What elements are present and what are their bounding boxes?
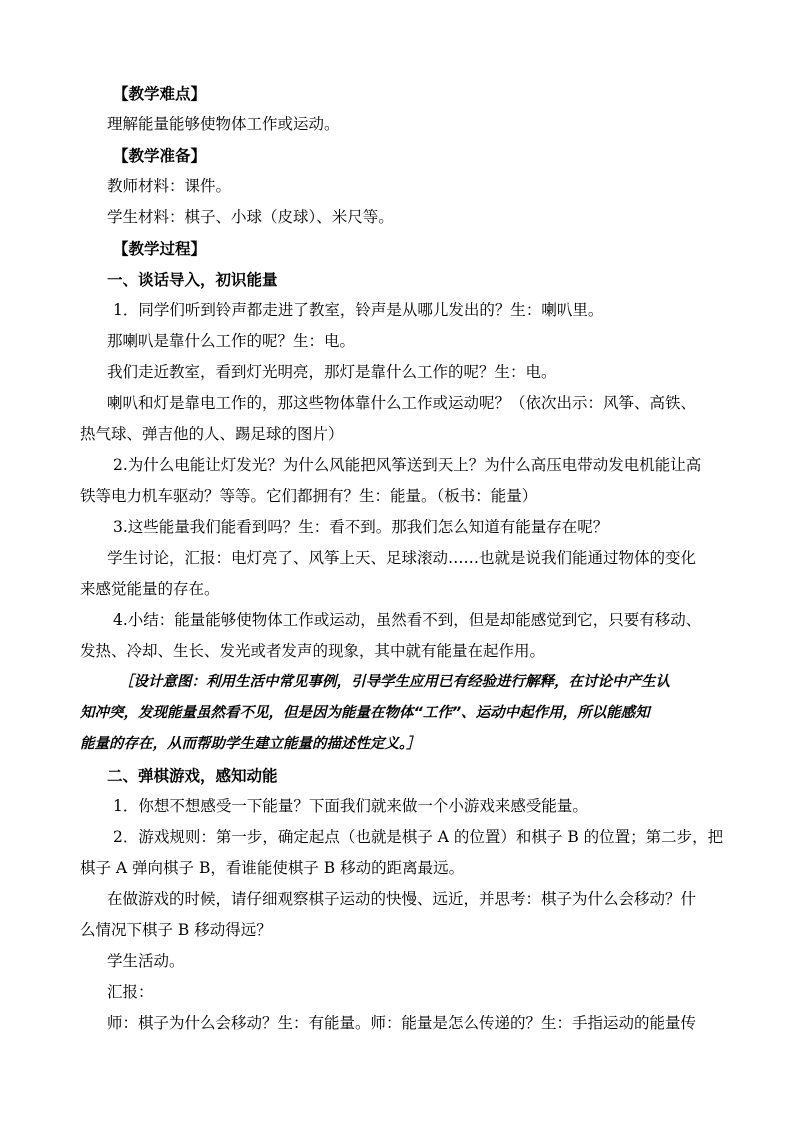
part1-paragraph-5a: 2.为什么电能让灯发光？为什么风能把风筝送到天上？为什么高压电带动发电机能让高 <box>113 456 702 474</box>
part2-paragraph-1: 1．你想不想感受一下能量？下面我们就来做一个小游戏来感受能量。 <box>113 797 588 815</box>
part2-paragraph-2a: 2．游戏规则：第一步，确定起点（也就是棋子 A 的位置）和棋子 B 的位置；第二步，把 <box>113 828 724 846</box>
design-intent-line-2: 知冲突，发现能量虽然看不见，但是因为能量在物体“工作”、运动中起作用，所以能感知 <box>80 705 650 721</box>
part2-paragraph-6: 师：棋子为什么会移动？生：有能量。师：能量是怎么传递的？生：手指运动的能量传 <box>107 1014 697 1032</box>
difficulty-text: 理解能量能够使物体工作或运动。 <box>107 115 340 133</box>
part1-paragraph-8b: 发热、冷却、生长、发光或者发声的现象，其中就有能量在起作用。 <box>80 642 546 660</box>
part2-paragraph-3a: 在做游戏的时候，请仔细观察棋子运动的快慢、远近，并思考：棋子为什么会移动？什 <box>107 890 697 908</box>
difficulty-heading: 【教学难点】 <box>113 84 207 103</box>
part1-title: 一、谈话导入，初识能量 <box>107 270 278 289</box>
prep-heading: 【教学准备】 <box>113 146 207 165</box>
part1-paragraph-4a: 喇叭和灯是靠电工作的，那这些物体靠什么工作或运动呢？（依次出示：风筝、高铁、 <box>107 394 697 412</box>
part1-paragraph-7a: 学生讨论，汇报：电灯亮了、风筝上天、足球滚动……也就是说我们能通过物体的变化 <box>107 549 697 567</box>
part1-paragraph-2: 那喇叭是靠什么工作的呢？生：电。 <box>107 332 356 350</box>
part1-paragraph-3: 我们走近教室，看到灯光明亮，那灯是靠什么工作的呢？生：电。 <box>107 363 557 381</box>
teacher-materials: 教师材料：课件。 <box>107 177 232 195</box>
process-heading: 【教学过程】 <box>113 239 207 258</box>
part1-paragraph-7b: 来感觉能量的存在。 <box>80 580 220 598</box>
part2-paragraph-5: 汇报： <box>107 983 154 1001</box>
part1-paragraph-4b: 热气球、弹吉他的人、踢足球的图片） <box>80 425 344 443</box>
part1-paragraph-8a: 4.小结：能量能够使物体工作或运动，虽然看不到，但是却能感觉到它，只要有移动、 <box>113 611 702 629</box>
design-intent-line-3: 能量的存在，从而帮助学生建立能量的描述性定义。］ <box>80 736 421 752</box>
design-intent-line-1: ［设计意图：利用生活中常见事例，引导学生应用已有经验进行解释，在讨论中产生认 <box>119 674 670 690</box>
student-materials: 学生材料：棋子、小球（皮球）、米尺等。 <box>107 208 394 226</box>
document-page <box>80 78 724 1039</box>
part2-paragraph-2b: 棋子 A 弹向棋子 B，看谁能使棋子 B 移动的距离最远。 <box>80 859 465 877</box>
part1-paragraph-5b: 铁等电力机车驱动？等等。它们都拥有？生：能量。（板书：能量） <box>80 487 538 505</box>
part1-paragraph-6: 3.这些能量我们能看到吗？生：看不到。那我们怎么知道有能量存在呢？ <box>113 518 609 536</box>
part1-paragraph-1: 1．同学们听到铃声都走进了教室，铃声是从哪儿发出的？生：喇叭里。 <box>113 301 604 319</box>
part2-paragraph-3b: 么情况下棋子 B 移动得远？ <box>80 921 272 939</box>
part2-paragraph-4: 学生活动。 <box>107 952 185 970</box>
part2-title: 二、弹棋游戏，感知动能 <box>107 766 278 785</box>
